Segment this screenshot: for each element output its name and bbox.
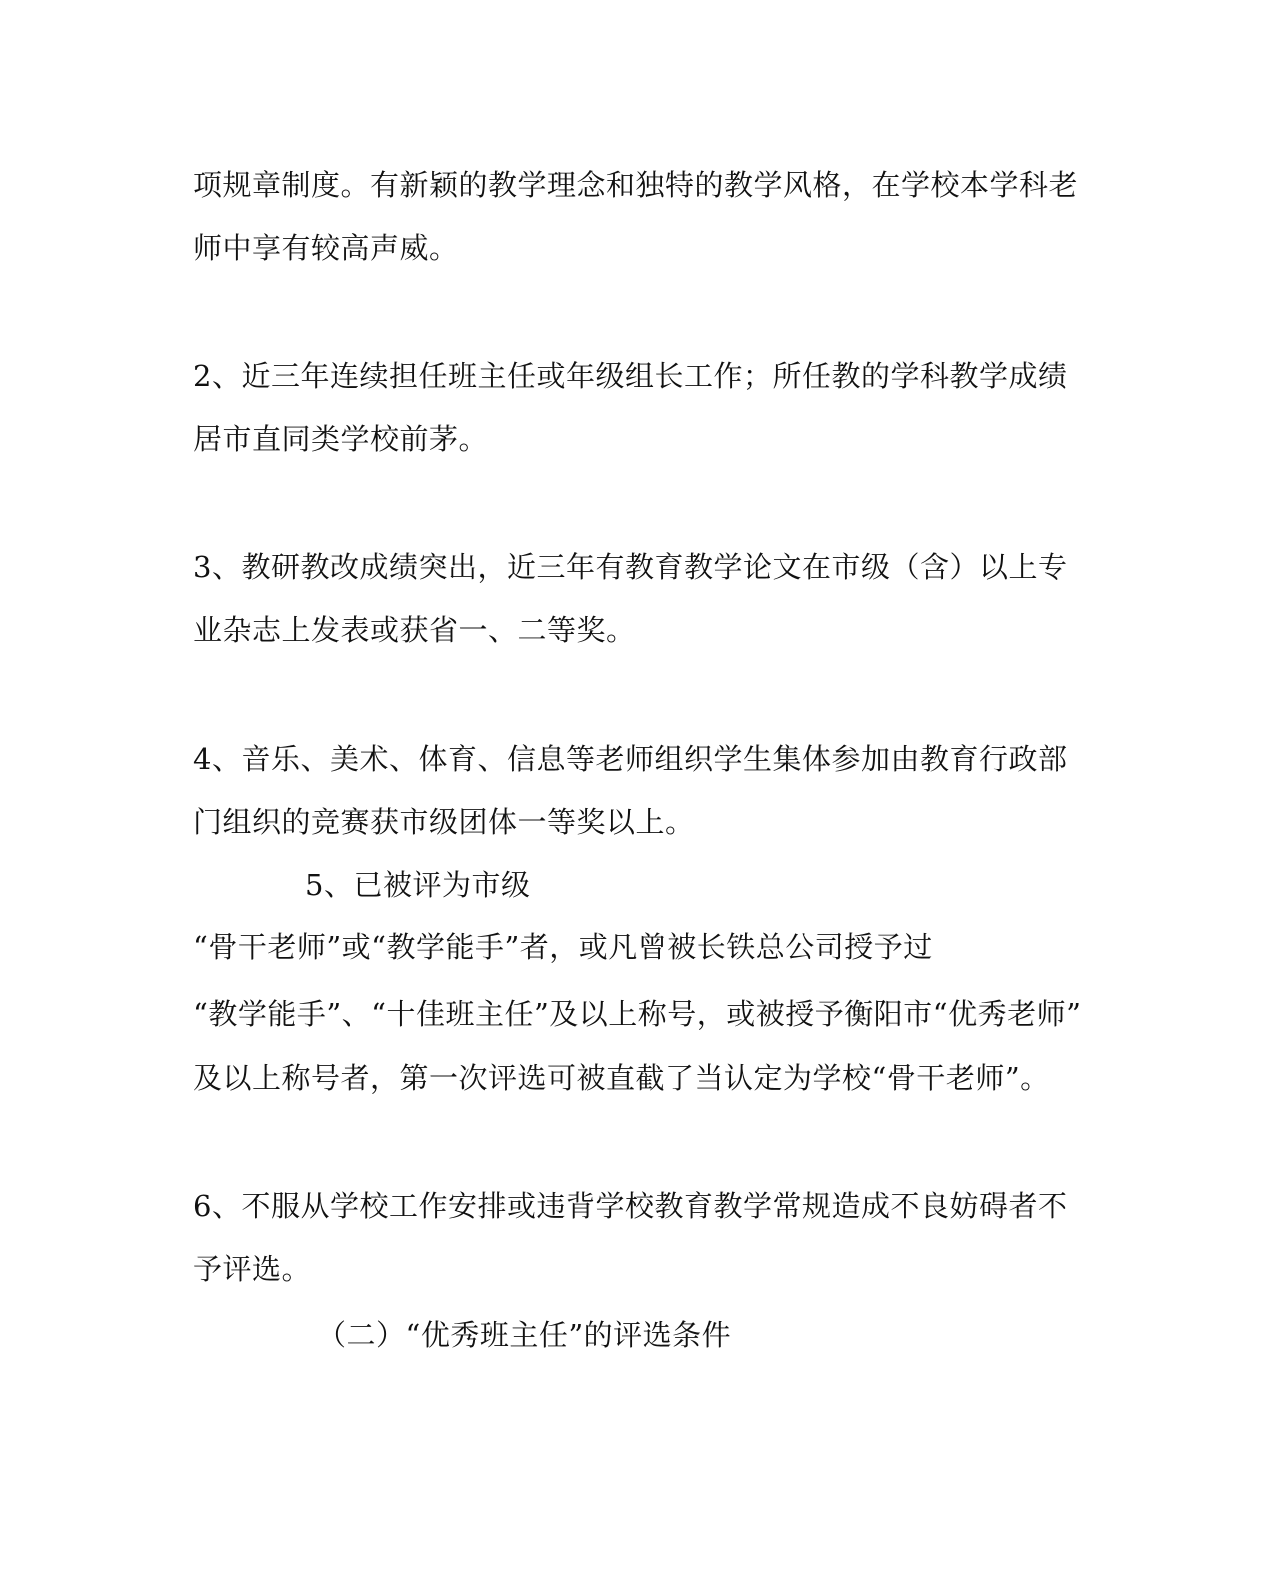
text-line: 6、不服从学校工作安排或违背学校教育教学常规造成不良妨碍者不 [193, 1189, 1068, 1223]
text-line: 及以上称号者，第一次评选可被直截了当认定为学校“骨干老师”。 [193, 1061, 1050, 1095]
text-line: 4、音乐、美术、体育、信息等老师组织学生集体参加由教育行政部 [193, 742, 1068, 776]
text-line: 门组织的竞赛获市级团体一等奖以上。 [193, 805, 695, 839]
text-line: 业杂志上发表或获省一、二等奖。 [193, 613, 636, 647]
text-line: 5、已被评为市级 [305, 868, 531, 902]
text-line: “教学能手”、“十佳班主任”及以上称号，或被授予衡阳市“优秀老师” [193, 997, 1082, 1031]
text-line: 居市直同类学校前茅。 [193, 422, 489, 456]
text-line: 予评选。 [193, 1252, 312, 1286]
text-line: 2、近三年连续担任班主任或年级组长工作；所任教的学科教学成绩 [193, 359, 1068, 393]
text-line: 项规章制度。有新颖的教学理念和独特的教学风格，在学校本学科老 [193, 168, 1079, 202]
text-line: 师中享有较高声威。 [193, 231, 459, 265]
text-line: 3、教研教改成绩突出，近三年有教育教学论文在市级（含）以上专 [193, 550, 1068, 584]
text-line: “骨干老师”或“教学能手”者，或凡曾被长铁总公司授予过 [193, 930, 933, 964]
section-heading: （二）“优秀班主任”的评选条件 [317, 1318, 732, 1352]
